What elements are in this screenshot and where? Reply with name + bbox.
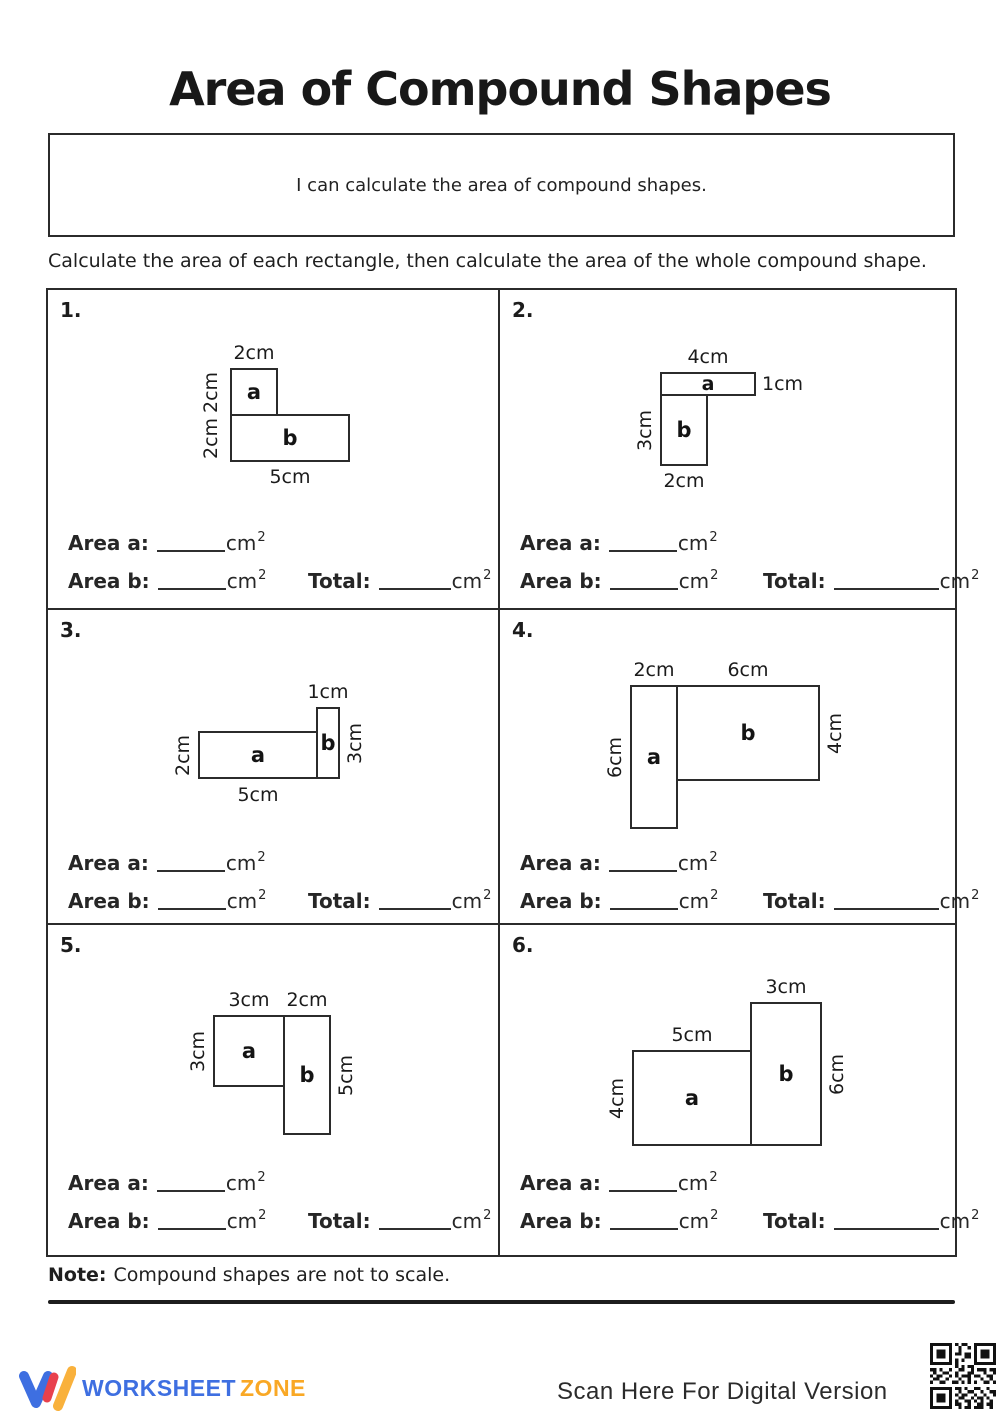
shape-rect-b: [283, 1015, 331, 1135]
dim-label-a-height: 3cm: [187, 1030, 209, 1072]
problem-number: 3.: [60, 618, 82, 642]
dim-label-b-width: 3cm: [765, 976, 807, 998]
unit-label: $cm^2$: [678, 1208, 719, 1233]
dim-label-b-width: 6cm: [727, 659, 769, 681]
area-a-blank[interactable]: [157, 1170, 225, 1192]
rect-a-letter: a: [646, 744, 662, 769]
unit-label: $cm^2$: [939, 1208, 980, 1233]
area-b-blank[interactable]: [158, 888, 226, 910]
dim-label-a-width: 5cm: [237, 784, 279, 806]
dim-label-a-width: 5cm: [671, 1024, 713, 1046]
area-a-row: [68, 1170, 265, 1195]
area-a-label: Area a:: [520, 1171, 601, 1195]
total-blank[interactable]: [379, 1208, 451, 1230]
objective-text: I can calculate the area of compound shapes.: [296, 174, 707, 196]
problem-6: [500, 925, 980, 1255]
total-label: Total:: [308, 889, 371, 913]
worksheetzone-logo: [18, 1364, 306, 1412]
brand-name: [82, 1375, 306, 1402]
rect-b-letter: b: [299, 1062, 315, 1087]
area-b-label: Area b:: [520, 1209, 602, 1233]
rect-a-letter: a: [241, 1038, 257, 1063]
area-a-row: [520, 850, 717, 875]
unit-label: $cm^2$: [226, 568, 267, 593]
area-b-row: [68, 568, 265, 593]
area-b-blank[interactable]: [610, 888, 678, 910]
shape-rect-a: [632, 1050, 752, 1146]
rect-a-letter: a: [246, 379, 262, 404]
area-b-label: Area b:: [520, 569, 602, 593]
dim-label-a-width: 3cm: [228, 989, 270, 1011]
shape-rect-b: [316, 707, 340, 779]
dim-label-a-height: 4cm: [606, 1077, 628, 1119]
dim-label-b-height: 3cm: [344, 722, 366, 764]
dim-label-b-height: 3cm: [634, 409, 656, 451]
rect-b-letter: b: [676, 417, 692, 442]
problem-1: [48, 290, 500, 610]
area-b-label: Area b:: [520, 889, 602, 913]
total-blank[interactable]: [834, 888, 939, 910]
area-a-blank[interactable]: [157, 850, 225, 872]
dim-label-b-width: 1cm: [307, 681, 349, 703]
rect-b-letter: b: [740, 720, 756, 745]
area-b-label: Area b:: [68, 1209, 150, 1233]
qr-code-icon: [930, 1342, 996, 1410]
area-b-row: [520, 568, 717, 593]
area-b-blank[interactable]: [158, 1208, 226, 1230]
area-b-blank[interactable]: [610, 1208, 678, 1230]
total-label: Total:: [763, 569, 826, 593]
area-b-blank[interactable]: [610, 568, 678, 590]
total-label: Total:: [763, 1209, 826, 1233]
problem-number: 5.: [60, 933, 82, 957]
area-a-blank[interactable]: [609, 1170, 677, 1192]
total-row: [763, 1208, 978, 1233]
area-a-label: Area a:: [68, 1171, 149, 1195]
note-body: Compound shapes are not to scale.: [113, 1264, 451, 1286]
shape-rect-b: [750, 1002, 822, 1146]
unit-label: $cm^2$: [451, 888, 492, 913]
area-a-row: [520, 1170, 717, 1195]
area-b-row: [520, 888, 717, 913]
unit-label: $cm^2$: [939, 888, 980, 913]
note-text: [48, 1264, 450, 1286]
brand-word-zone: ZONE: [240, 1374, 306, 1401]
total-label: Total:: [763, 889, 826, 913]
rect-a-letter: a: [250, 742, 266, 767]
dim-label-b-width: 2cm: [663, 470, 705, 492]
unit-label: $cm^2$: [677, 530, 718, 555]
shape-rect-b: [676, 685, 820, 781]
problem-number: 2.: [512, 298, 534, 322]
unit-label: $cm^2$: [677, 850, 718, 875]
area-a-blank[interactable]: [609, 530, 677, 552]
total-blank[interactable]: [379, 888, 451, 910]
problem-5: [48, 925, 500, 1255]
shape-rect-a: [213, 1015, 285, 1087]
unit-label: $cm^2$: [678, 888, 719, 913]
problems-grid: [46, 288, 980, 1257]
rect-b-letter: b: [282, 425, 298, 450]
unit-label: $cm^2$: [225, 850, 266, 875]
area-a-blank[interactable]: [157, 530, 225, 552]
area-a-row: [68, 530, 265, 555]
problem-number: 4.: [512, 618, 534, 642]
dim-label-a-width: 2cm: [233, 342, 275, 364]
dim-label-b-height: 2cm: [200, 417, 222, 459]
unit-label: $cm^2$: [451, 1208, 492, 1233]
shape-rect-a: [230, 368, 278, 416]
area-b-label: Area b:: [68, 889, 150, 913]
brand-word-worksheet: WORKSHEET: [82, 1374, 236, 1401]
shape-rect-b: [230, 414, 350, 462]
total-blank[interactable]: [379, 568, 451, 590]
shape-rect-a: [660, 372, 756, 396]
problem-4: [500, 610, 980, 925]
dim-label-a-width: 4cm: [687, 346, 729, 368]
unit-label: $cm^2$: [677, 1170, 718, 1195]
unit-label: $cm^2$: [226, 1208, 267, 1233]
dim-label-b-height: 6cm: [826, 1053, 848, 1095]
unit-label: $cm^2$: [939, 568, 980, 593]
area-a-label: Area a:: [520, 851, 601, 875]
total-label: Total:: [308, 569, 371, 593]
problem-number: 6.: [512, 933, 534, 957]
total-blank[interactable]: [834, 1208, 939, 1230]
dim-label-b-width: 2cm: [286, 989, 328, 1011]
problem-2: [500, 290, 980, 610]
objective-box: [48, 133, 955, 237]
page-title: Area of Compound Shapes: [169, 62, 831, 116]
area-b-row: [520, 1208, 717, 1233]
dim-label-b-height: 5cm: [335, 1054, 357, 1096]
total-row: [763, 568, 978, 593]
rect-a-letter: a: [701, 372, 715, 395]
unit-label: $cm^2$: [226, 888, 267, 913]
total-label: Total:: [308, 1209, 371, 1233]
area-b-row: [68, 888, 265, 913]
shape-rect-a: [198, 731, 318, 779]
problem-number: 1.: [60, 298, 82, 322]
rect-b-letter: b: [778, 1061, 794, 1086]
rect-b-letter: b: [320, 730, 336, 755]
worksheetzone-logo-icon: [18, 1364, 76, 1412]
total-row: [308, 888, 490, 913]
note-prefix: Note:: [48, 1264, 107, 1286]
rect-a-letter: a: [684, 1085, 700, 1110]
dim-label-a-width: 2cm: [633, 659, 675, 681]
unit-label: $cm^2$: [225, 1170, 266, 1195]
area-a-blank[interactable]: [609, 850, 677, 872]
footer-divider: [48, 1300, 955, 1304]
unit-label: $cm^2$: [451, 568, 492, 593]
dim-label-a-height: 6cm: [604, 736, 626, 778]
total-row: [308, 568, 490, 593]
area-b-blank[interactable]: [158, 568, 226, 590]
dim-label-b-height: 4cm: [824, 712, 846, 754]
shape-rect-b: [660, 394, 708, 466]
area-a-label: Area a:: [68, 531, 149, 555]
total-blank[interactable]: [834, 568, 939, 590]
shape-rect-a: [630, 685, 678, 829]
area-b-row: [68, 1208, 265, 1233]
scan-here-text: Scan Here For Digital Version: [557, 1378, 888, 1405]
area-a-row: [68, 850, 265, 875]
problem-3: [48, 610, 500, 925]
dim-label-a-height: 2cm: [172, 734, 194, 776]
dim-label-a-height: 1cm: [762, 373, 804, 395]
area-b-label: Area b:: [68, 569, 150, 593]
dim-label-a-height: 2cm: [200, 371, 222, 413]
total-row: [763, 888, 978, 913]
dim-label-b-width: 5cm: [269, 466, 311, 488]
area-a-label: Area a:: [68, 851, 149, 875]
unit-label: $cm^2$: [678, 568, 719, 593]
instruction-text: Calculate the area of each rectangle, then calculate the area of the whole compound shape.: [48, 250, 927, 272]
unit-label: $cm^2$: [225, 530, 266, 555]
area-a-label: Area a:: [520, 531, 601, 555]
total-row: [308, 1208, 490, 1233]
area-a-row: [520, 530, 717, 555]
